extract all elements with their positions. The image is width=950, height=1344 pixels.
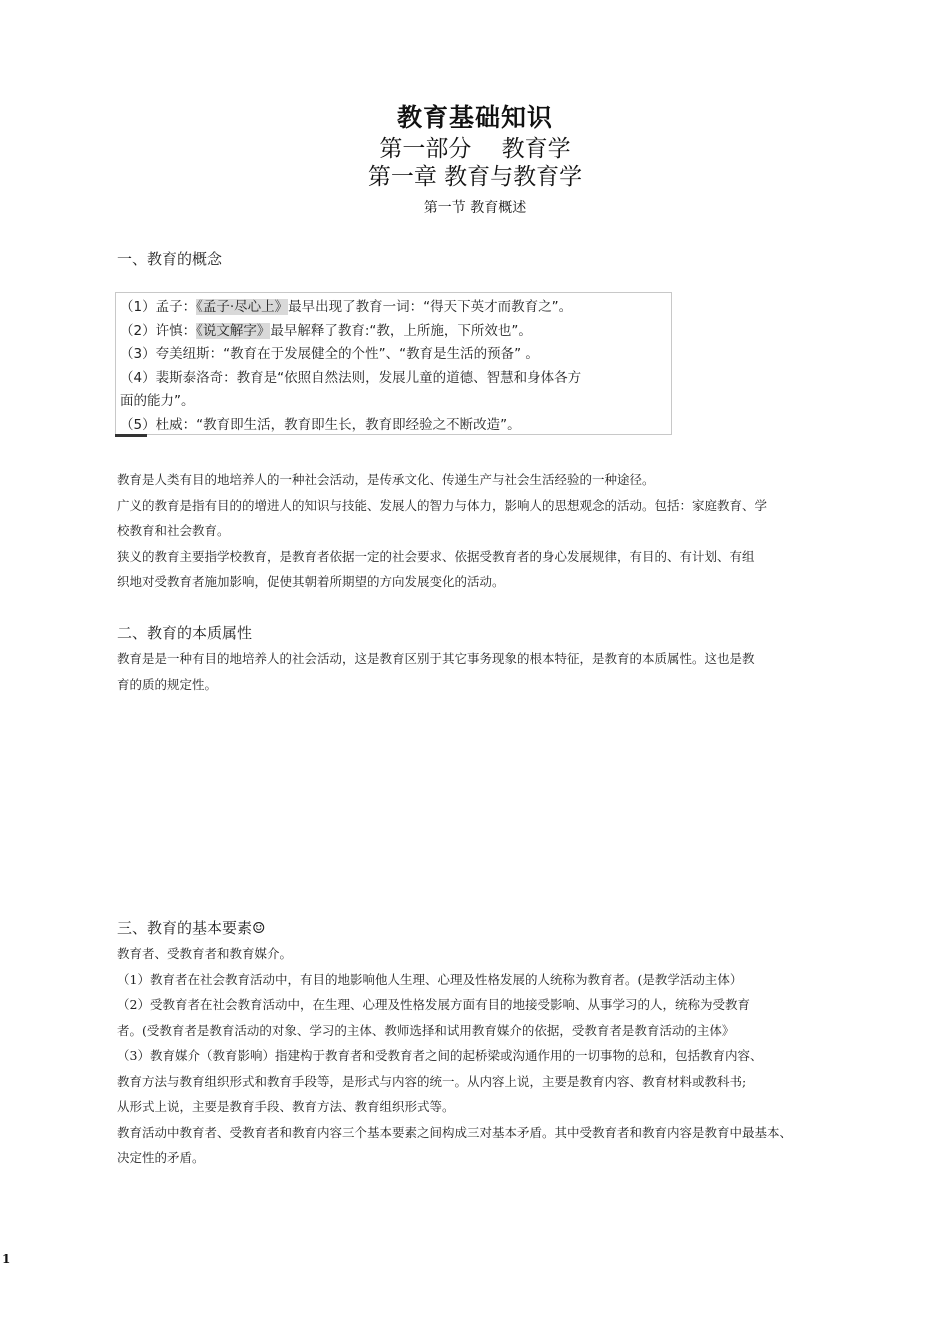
- quote-line: [120, 414, 671, 436]
- paragraph-line: 教育是是一种有目的地培养人的社会活动，这是教育区别于其它事务现象的根本特征，是教育的本质属性。这也是教: [117, 651, 755, 666]
- quote-suffix: 最早出现了教育一词：“得天下英才而教育之”。: [288, 299, 573, 315]
- paragraph-line: 教育者、受教育者和教育媒介。: [117, 946, 293, 961]
- quote-prefix: （4）裴斯泰洛奇：教育是“依照自然法则，发展儿童的道德、智慧和身体各方: [120, 369, 582, 386]
- paragraph-line: 者。(受教育者是教育活动的对象、学习的主体、教师选择和试用教育媒介的依据，受教育者是教育活动的主体》: [117, 1022, 735, 1038]
- essence-heading: 二、教育的本质属性: [117, 624, 253, 642]
- quote-prefix: 面的能力”。: [120, 393, 195, 409]
- chapter-title: 第一章 教育与教育学: [367, 164, 583, 190]
- elements-paragraphs: [117, 941, 902, 1171]
- quote-prefix: （3）夸美纽斯：“教育在于发展健全的个性”、“教育是生活的预备” 。: [120, 346, 539, 362]
- quote-highlight: 《说文解字》: [196, 322, 271, 339]
- paragraph-line: （3）教育媒介（教育影响）指建构于教育者和受教育者之间的起桥梁或沟通作用的一切事物的总和，包括教育内容、: [117, 1048, 763, 1063]
- quote-prefix: （2）许慎：: [120, 322, 197, 339]
- quote-prefix: （5）杜威：“教育即生活，教育即生长，教育即经验之不断改造”。: [120, 416, 521, 433]
- quote-box: [115, 292, 672, 435]
- paragraph-line: （1）教育者在社会教育活动中，有目的地影响他人生理、心理及性格发展的人统称为教育者。(是教学活动主体）: [117, 971, 743, 987]
- paragraph-line: 育的质的规定性。: [117, 676, 218, 692]
- page-number: 1: [2, 1252, 11, 1266]
- quote-line: [120, 320, 671, 344]
- box-tab-marker: [115, 434, 147, 437]
- document-title: 教育基础知识: [396, 103, 553, 132]
- quote-line: [120, 296, 671, 320]
- elements-heading: 三、教育的基本要素☺: [117, 919, 266, 937]
- paragraph-line: 狭义的教育主要指学校教育，是教育者依据一定的社会要求、依据受教育者的身心发展规律，有目的、有计划、有组: [117, 548, 755, 564]
- paragraph-line: 织地对受教育者施加影响，促使其朝着所期望的方向发展变化的活动。: [117, 574, 505, 589]
- section-title: 第一节 教育概述: [423, 200, 527, 216]
- paragraph-line: 校教育和社会教育。: [117, 523, 230, 538]
- paragraph-line: 从形式上说，主要是教育手段、教育方法、教育组织形式等。: [117, 1099, 455, 1114]
- part-title: 第一部分 教育学: [379, 136, 571, 162]
- paragraph-line: （2）受教育者在社会教育活动中，在生理、心理及性格发展方面有目的地接受影响、从事学习的人，统称为受教育: [117, 997, 750, 1012]
- essence-paragraphs: [117, 646, 902, 697]
- quote-highlight: 《孟子·尽心上》: [196, 299, 289, 315]
- paragraph-line: 决定性的矛盾。: [117, 1150, 205, 1165]
- paragraph-line: 教育是人类有目的地培养人的一种社会活动，是传承文化、传递生产与社会生活经验的一种途径。: [117, 472, 655, 487]
- quote-line: [120, 343, 671, 367]
- quote-suffix: 最早解释了教育:“教，上所施，下所效也”。: [270, 322, 532, 339]
- paragraph-line: 教育方法与教育组织形式和教育手段等，是形式与内容的统一。从内容上说，主要是教育内容、教育材料或教科书;: [117, 1073, 747, 1089]
- concept-heading: 一、教育的概念: [117, 250, 223, 268]
- paragraph-line: 教育活动中教育者、受教育者和教育内容三个基本要素之间构成三对基本矛盾。其中受教育者和教育内容是教育中最基本、: [117, 1124, 793, 1140]
- paragraph-line: 广义的教育是指有目的的增进人的知识与技能、发展人的智力与体力，影响人的思想观念的活动。包括：家庭教育、学: [117, 497, 768, 513]
- quote-line: [120, 367, 671, 391]
- quote-line: [120, 390, 671, 414]
- quote-prefix: （1）孟子：: [120, 299, 197, 315]
- concept-paragraphs: [117, 467, 902, 595]
